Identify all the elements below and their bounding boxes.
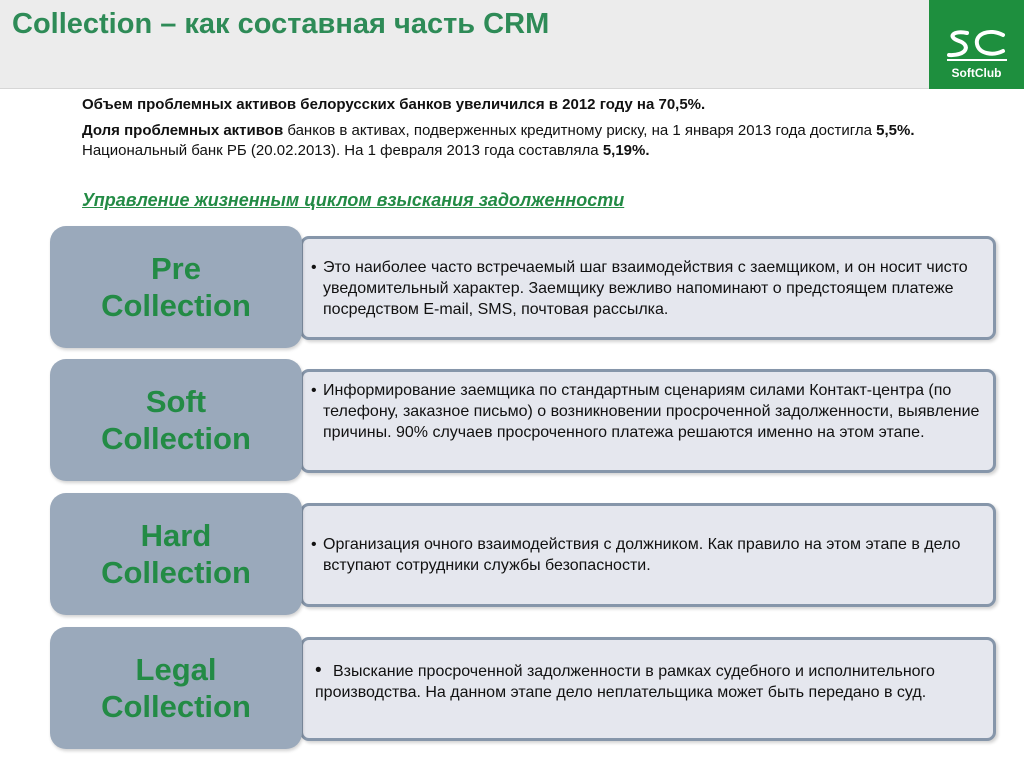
stage-description — [311, 534, 981, 576]
header-bar — [0, 0, 930, 89]
bullet-icon: • — [315, 660, 322, 681]
intro-text-1: банков в активах, подверженных кредитному риску, на 1 января 2013 года достигла — [283, 122, 877, 139]
stage-description-text: Это наиболее часто встречаемый шаг взаимодействия с заемщиком, и он носит чисто уведомительный характер. Заемщику вежливо напоминают о предстоящем платеже посредством E-mail, SMS, почтовая рассылка. — [323, 259, 968, 318]
stage-hard-collection — [50, 493, 994, 617]
stage-legal-collection — [50, 627, 994, 751]
sc-logo-icon — [945, 28, 1009, 62]
stage-description — [311, 380, 981, 443]
bullet-icon: • — [311, 536, 317, 553]
stage-label-box — [50, 359, 302, 481]
intro-line-2 — [82, 121, 962, 161]
softclub-logo — [929, 0, 1024, 89]
bullet-icon: • — [311, 259, 317, 276]
stage-label-box — [50, 226, 302, 348]
stage-label-box — [50, 493, 302, 615]
logo-text: SoftClub — [951, 66, 1002, 80]
intro-line-1-text: Объем проблемных активов белорусских банков увеличился в 2012 году на 70,5%. — [82, 96, 706, 113]
stage-description-box — [300, 637, 996, 741]
intro-line-1 — [82, 95, 962, 115]
stage-description — [315, 660, 981, 703]
bullet-icon: • — [311, 382, 317, 399]
stage-description-box — [300, 503, 996, 607]
stage-description-text: Взыскание просроченной задолженности в рамках судебного и исполнительного производства. На данном этапе дело неплательщика может быть передано в суд. — [315, 663, 935, 701]
intro-bold-mid: 5,5%. — [876, 122, 915, 139]
stage-label: Hard Collection — [101, 518, 251, 590]
stage-description — [311, 257, 981, 320]
intro-bold-end: 5,19%. — [602, 142, 650, 159]
intro-bold-start: Доля проблемных активов — [82, 122, 284, 139]
stage-description-box — [300, 369, 996, 473]
stage-description-text: Информирование заемщика по стандартным сценариям силами Контакт-центра (по телефону, заказное письмо) о возникновении просроченной задолженности, выявление причины. 90% случаев просроченного платежа решаются именно на этом этапе. — [323, 382, 980, 441]
stage-soft-collection — [50, 359, 994, 483]
page-title: Collection – как составная часть CRM — [12, 8, 550, 40]
intro-text-2: Национальный банк РБ (20.02.2013). На 1 февраля 2013 года составляла — [82, 142, 603, 159]
stage-label: Legal Collection — [101, 652, 251, 724]
stage-label-box — [50, 627, 302, 749]
intro-block — [82, 95, 962, 167]
section-subtitle: Управление жизненным циклом взыскания задолженности — [82, 190, 625, 210]
stage-label: Soft Collection — [101, 384, 251, 456]
stage-description-box — [300, 236, 996, 340]
stage-pre-collection — [50, 226, 994, 350]
stage-label: Pre Collection — [101, 251, 251, 323]
stage-description-text: Организация очного взаимодействия с должником. Как правило на этом этапе в дело вступают сотрудники службы безопасности. — [323, 536, 961, 574]
